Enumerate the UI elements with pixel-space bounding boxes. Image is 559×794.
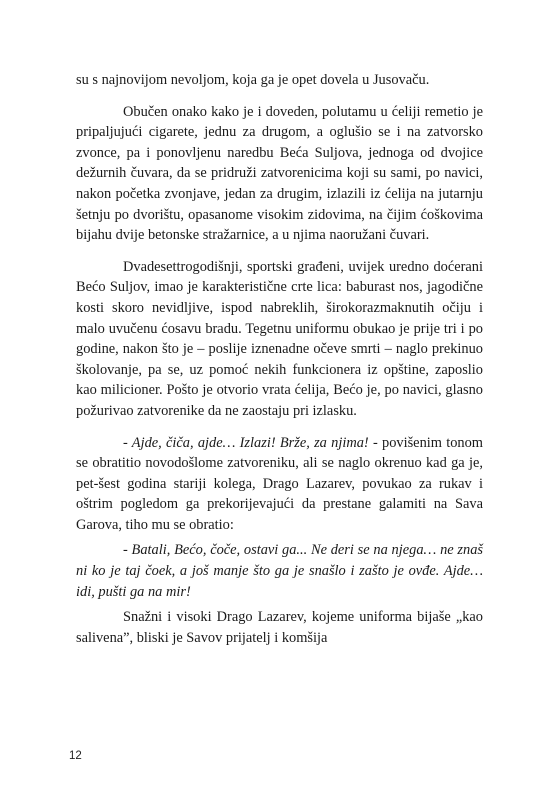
body-text — [76, 70, 483, 659]
paragraph — [76, 257, 483, 422]
paragraph-text: su s najnovijom nevoljom, koja ga je opet dovela u Jusovaču. — [76, 72, 430, 88]
dialogue-paragraph — [76, 540, 483, 602]
paragraph-text: Obučen onako kako je i doveden, polutamu u ćeliji remetio je pripaljujući cigarete, jednu za drugom, a oglušio se i na zatvorsko zvonce, pa i ponovljenu naredbu Beća Suljova, jednoga od dvojice dežurnih čuvara, da se pridruži zatvorenicima koji su sami, po navici, nakon početka zvonjave, jedan za drugim, izlazili iz ćelija na jutarnju šetnju po dvorištu, opasanome visokim zidovima, na čijim ćoškovima bijahu dvije betonske stražarnice, a u njima naoružani čuvari. — [76, 103, 483, 244]
dialogue-italic: - Ajde, čiča, ajde… Izlazi! Brže, za njima! — [123, 434, 369, 451]
page-number: 12 — [69, 750, 82, 762]
paragraph-continuation — [76, 70, 483, 91]
paragraph-text: - povišenim tonom se obratitio novodošlome zatvoreniku, ali se naglo okrenuo kad ga je, pet-šest godina stariji kolega, Drago Lazarev, povukao za rukav i oštrim pogledom ga prekorijevajući da prestane galamiti na Sava Garova, tiho mu se obratio: — [76, 434, 483, 533]
paragraph-text: Dvadesettrogodišnji, sportski građeni, uvijek uredno doćerani Bećo Suljov, imao je karakteristične crte lica: baburast nos, jagodične kosti skoro nevidljive, ispod nabreklih, širokorazmaknutih očiju i malo uvučenu ćosavu bradu. Tegetnu uniformu obukao je prije tri i po godine, nakon što je – poslije iznenadne očeve smrti – naglo prekinuo školovanje, pa se, uz pomoć nekih funkcionera iz opštine, zaposlio kao milicioner. Pošto je otvorio vrata ćelija, Bećo je, po navici, glasno požurivao zatvorenike da ne zaostaju pri izlasku. — [76, 258, 483, 419]
paragraph — [76, 102, 483, 246]
paragraph — [76, 433, 483, 536]
dialogue-italic: - Batali, Bećo, čoče, ostavi ga... Ne deri se na njega… ne znaš ni ko je taj čoek, a još manje što ga je snašlo i zašto je ovđe. Ajde… idi, pušti ga na mir! — [76, 542, 483, 600]
paragraph-text: Snažni i visoki Drago Lazarev, kojeme uniforma bijaše „kao salivena”, bliski je Savov prijatelj i komšija — [76, 609, 483, 646]
paragraph — [76, 607, 483, 648]
